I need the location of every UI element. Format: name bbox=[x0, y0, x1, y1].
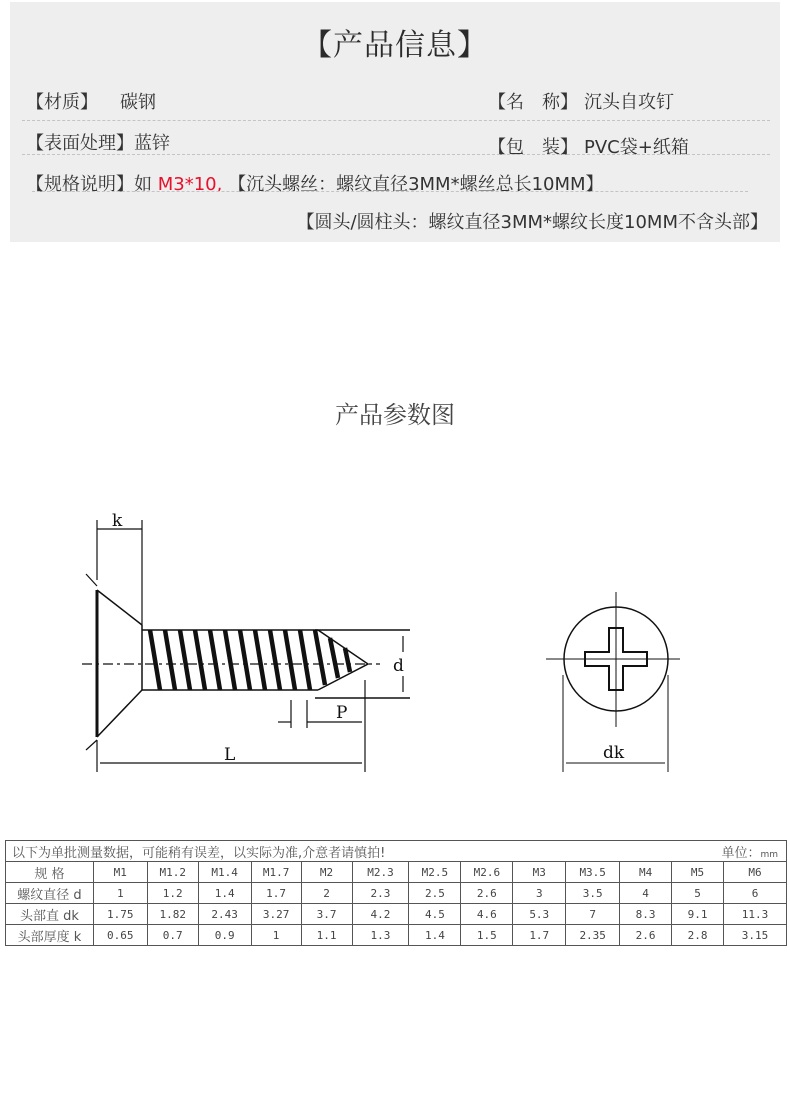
package-label: 【包 装】 bbox=[488, 137, 578, 158]
cell: 1.82 bbox=[147, 904, 198, 925]
cell: 2.8 bbox=[672, 925, 724, 946]
cell: 3.7 bbox=[301, 904, 352, 925]
size-cell: M3.5 bbox=[566, 862, 620, 883]
unit-value: mm bbox=[760, 849, 778, 860]
surface-label: 【表面处理】 bbox=[26, 133, 134, 154]
divider bbox=[22, 154, 770, 155]
surface-value: 蓝锌 bbox=[134, 133, 170, 154]
spec-example: M3*10, bbox=[157, 174, 223, 195]
cell: 9.1 bbox=[672, 904, 724, 925]
cell: 3.15 bbox=[724, 925, 787, 946]
cell: 3.5 bbox=[566, 883, 620, 904]
cell: 2.6 bbox=[620, 925, 672, 946]
package-value: PVC袋+纸箱 bbox=[584, 137, 689, 158]
divider bbox=[22, 120, 512, 121]
spec-table bbox=[5, 840, 787, 946]
size-cell: M2.6 bbox=[461, 862, 513, 883]
cell: 4.5 bbox=[409, 904, 461, 925]
spec-field bbox=[26, 170, 604, 196]
spec-prefix: 如 bbox=[134, 174, 158, 195]
cell: 3.27 bbox=[251, 904, 301, 925]
surface-field bbox=[26, 129, 170, 155]
size-cell: M4 bbox=[620, 862, 672, 883]
cell: 5 bbox=[672, 883, 724, 904]
round-head-note: 【圆头/圆柱头：螺纹直径3MM*螺纹长度10MM不含头部】 bbox=[296, 212, 768, 233]
cell: 1 bbox=[251, 925, 301, 946]
cell: 1.5 bbox=[461, 925, 513, 946]
cell: 1.2 bbox=[147, 883, 198, 904]
cell: 2 bbox=[301, 883, 352, 904]
cell: 3 bbox=[513, 883, 566, 904]
cell: 2.35 bbox=[566, 925, 620, 946]
size-cell: M6 bbox=[724, 862, 787, 883]
cell: 0.65 bbox=[93, 925, 147, 946]
diagram-title: 产品参数图 bbox=[335, 401, 455, 429]
cell: 1 bbox=[93, 883, 147, 904]
cell: 4 bbox=[620, 883, 672, 904]
table-row bbox=[6, 904, 787, 925]
label-p: P bbox=[336, 703, 348, 723]
table-header-row bbox=[6, 862, 787, 883]
disclaimer-text: 以下为单批测量数据，可能稍有误差，以实际为准,介意者请慎拍! bbox=[12, 845, 386, 861]
cell: 2.6 bbox=[461, 883, 513, 904]
material-label: 【材质】 bbox=[26, 92, 98, 113]
product-info-panel bbox=[10, 2, 780, 242]
divider bbox=[512, 120, 770, 121]
size-cell: M2 bbox=[301, 862, 352, 883]
size-cell: M2.5 bbox=[409, 862, 461, 883]
cell: 1.1 bbox=[301, 925, 352, 946]
name-label: 【名 称】 bbox=[488, 92, 578, 113]
cell: 4.2 bbox=[352, 904, 409, 925]
table-row bbox=[6, 883, 787, 904]
name-field bbox=[488, 88, 674, 114]
cell: 1.75 bbox=[93, 904, 147, 925]
screw-diagram bbox=[0, 490, 790, 790]
cell: 0.9 bbox=[198, 925, 251, 946]
package-field bbox=[488, 133, 689, 159]
size-cell: M1.7 bbox=[251, 862, 301, 883]
spec-label: 【规格说明】 bbox=[26, 174, 134, 195]
cell: 1.7 bbox=[251, 883, 301, 904]
cell: 1.4 bbox=[198, 883, 251, 904]
table-note-row bbox=[6, 841, 787, 862]
cell: 2.43 bbox=[198, 904, 251, 925]
material-field bbox=[26, 88, 156, 114]
size-cell: M1.4 bbox=[198, 862, 251, 883]
size-cell: M5 bbox=[672, 862, 724, 883]
label-l: L bbox=[224, 745, 236, 765]
countersunk-note: 【沉头螺丝：螺纹直径3MM*螺丝总长10MM】 bbox=[228, 174, 604, 195]
cell: 1.7 bbox=[513, 925, 566, 946]
size-cell: M3 bbox=[513, 862, 566, 883]
row-label: 头部直 dk bbox=[6, 904, 94, 925]
cell: 4.6 bbox=[461, 904, 513, 925]
row-label: 螺纹直径 d bbox=[6, 883, 94, 904]
cell: 11.3 bbox=[724, 904, 787, 925]
cell: 7 bbox=[566, 904, 620, 925]
label-k: k bbox=[112, 511, 123, 531]
label-d: d bbox=[393, 656, 404, 676]
unit-label: 单位：mm bbox=[721, 845, 778, 861]
label-dk: dk bbox=[603, 743, 625, 763]
header-label: 规 格 bbox=[6, 862, 94, 883]
cell: 1.3 bbox=[352, 925, 409, 946]
divider bbox=[32, 191, 748, 192]
material-value: 碳钢 bbox=[120, 92, 156, 113]
cell: 6 bbox=[724, 883, 787, 904]
size-cell: M1 bbox=[93, 862, 147, 883]
cell: 2.3 bbox=[352, 883, 409, 904]
table-note bbox=[6, 841, 787, 862]
size-cell: M1.2 bbox=[147, 862, 198, 883]
dimension-labels bbox=[112, 511, 625, 765]
screw-side-view bbox=[82, 520, 410, 772]
cell: 2.5 bbox=[409, 883, 461, 904]
product-info-title: 【产品信息】 bbox=[302, 28, 488, 63]
table-row bbox=[6, 925, 787, 946]
cell: 8.3 bbox=[620, 904, 672, 925]
row-label: 头部厚度 k bbox=[6, 925, 94, 946]
cell: 1.4 bbox=[409, 925, 461, 946]
cell: 5.3 bbox=[513, 904, 566, 925]
size-cell: M2.3 bbox=[352, 862, 409, 883]
name-value: 沉头自攻钉 bbox=[584, 92, 674, 113]
thread-lines bbox=[150, 630, 350, 690]
cell: 0.7 bbox=[147, 925, 198, 946]
